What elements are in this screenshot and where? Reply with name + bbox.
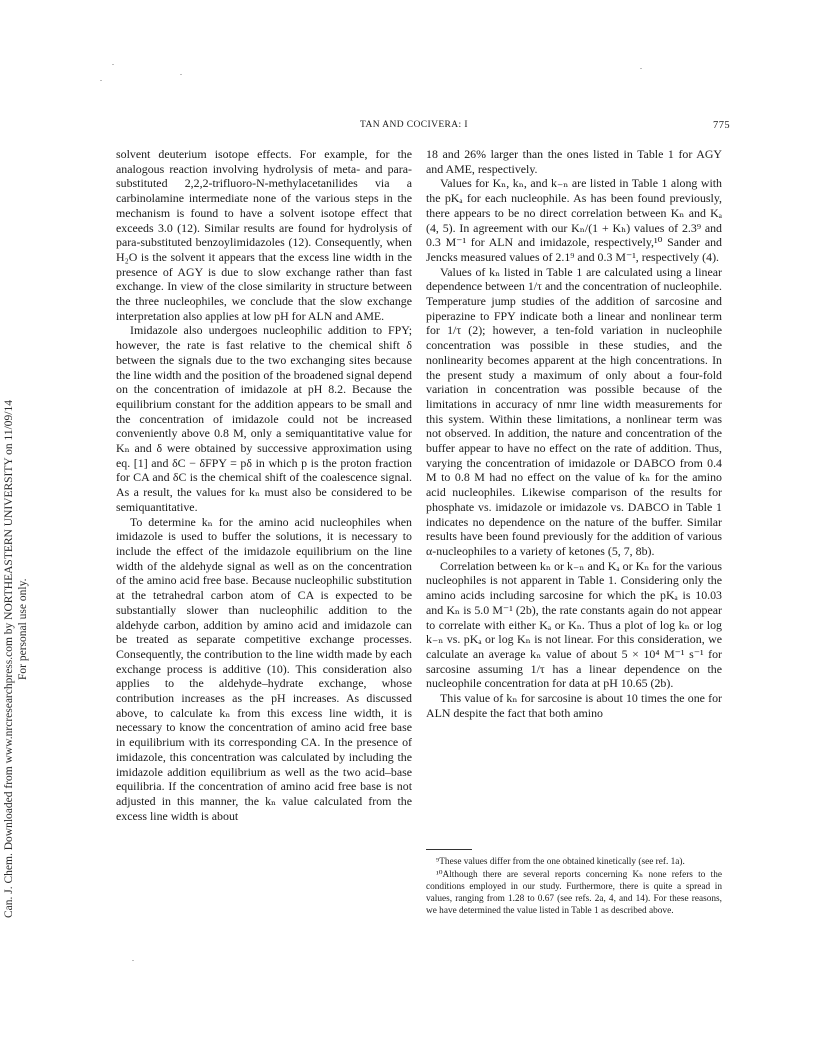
paragraph: Imidazole also undergoes nucleophilic addition to FPY; however, the rate is fast relative to the chemical shift δ between the signals due to the two exchanging sites because the line width and the position of the broadened signal depend on the concentration of imidazole at pH 8.2. Because the equilibrium constant for the addition appears to be small and the concentration of imidazole could not be increased conveniently above 0.8 M, only a semiquantitative value for Kₙ and δ were obtained by successive approximation using eq. [1] and δC − δFPY = pδ in which p is the proton fraction for CA and δC is the chemical shift of the coalescence signal. As a result, the values for kₙ must also be considered to be semiquantitative. [116, 323, 412, 514]
paragraph: 18 and 26% larger than the ones listed in Table 1 for AGY and AME, respectively. [426, 147, 722, 176]
watermark-line-2: For personal use only. [17, 578, 29, 680]
footnote-rule [426, 849, 472, 850]
footnotes [426, 856, 722, 918]
left-column [116, 147, 412, 823]
paragraph: This value of kₙ for sarcosine is about 10 times the one for ALN despite the fact that both amino [426, 691, 722, 720]
paragraph: solvent deuterium isotope effects. For example, for the analogous reaction involving hydrolysis of meta- and para-substituted 2,2,2-trifluoro-N-methylacetanilides via a carbinolamine intermediate none of the various steps in the mechanism is found to have a solvent isotope effect that exceeds 3.0 (12). Similar results are found for hydrolysis of para-substituted benzoylimidazoles (12). Consequently, when H₂O is the solvent it appears that the excess line width in the presence of AGY is due to slow exchange rather than fast exchange. In view of the close similarity in structure between the three nucleophiles, we conclude that the slow exchange interpretation also applies at low pH for ALN and AME. [116, 147, 412, 323]
scan-speck [132, 960, 134, 961]
page-header [350, 120, 730, 134]
watermark-line-1: Can. J. Chem. Downloaded from www.nrcresearchpress.com by NORTHEASTERN UNIVERSITY on 11/09/14 [3, 400, 15, 918]
page-number: 775 [713, 120, 730, 131]
footnote: ¹⁰Although there are several reports concerning Kₕ none refers to the conditions employed in our study. Furthermore, there is quite a spread in values, ranging from 1.28 to 0.67 (see refs. 2a, 4, and 14). For these reasons, we have determined the value listed in Table 1 as described above. [426, 870, 722, 916]
paragraph: Values of kₙ listed in Table 1 are calculated using a linear dependence between 1/τ and the concentration of nucleophile. Temperature jump studies of the addition of sarcosine and piperazine to FPY indicate both a linear and nonlinear term for 1/τ (2); however, a ten-fold variation in nucleophile concentration was possible in these studies, and the nonlinearity becomes apparent at the high concentrations. In the present study a maximum of only about a four-fold variation in concentration was possible because of the limitations in accuracy of nmr line width measurements for this system. Within these limitations, a nonlinear term was not observed. In addition, the nature and concentration of the buffer appear to have no effect on the rate of addition. Thus, varying the concentration of imidazole or DABCO from 0.4 M to 0.8 M had no effect on the value of kₙ for the amino acid nucleophiles. Likewise comparison of the results for phosphate vs. imidazole or imidazole vs. DABCO in Table 1 indicates no dependence on the nature of the buffer. Similar results have been found previously for the addition of various α-nucleophiles to a variety of ketones (5, 7, 8b). [426, 264, 722, 558]
running-title: TAN AND COCIVERA: I [360, 120, 468, 130]
footnote: ⁹These values differ from the one obtained kinetically (see ref. 1a). [436, 857, 685, 867]
scan-speck [100, 80, 102, 81]
scan-speck [640, 68, 642, 69]
scan-speck [112, 64, 114, 65]
scan-speck [180, 74, 182, 75]
paragraph: To determine kₙ for the amino acid nucleophiles when imidazole is used to buffer the solutions, it is necessary to include the effect of the imidazole equilibrium on the line width of the aldehyde signal as well as on the concentration of the amino acid free base. Because nucleophilic substitution at the tetrahedral carbon atom of CA is expected to be substantially slower than nucleophilic addition to the aldehyde carbon, addition by amino acid and imidazole can be treated as separate competitive exchange processes. Consequently, the contribution to the line width made by each exchange process is additive (10). This consideration also applies to the aldehyde–hydrate exchange, whose contribution increases as the pH increases. As discussed above, to calculate kₙ from this excess line width, it is necessary to know the concentration of amino acid free base in equilibrium with its corresponding CA. In the presence of imidazole, this concentration was calculated by including the imidazole addition equilibrium as well as the two acid–base equilibria. If the concentration of amino acid free base is not adjusted in this manner, the kₙ value calculated from the excess line width is about [116, 514, 412, 823]
right-column [426, 147, 722, 720]
paragraph: Values for Kₙ, kₙ, and k₋ₙ are listed in Table 1 along with the pKₐ for each nucleophile. As has been found previously, there appears to be no direct correlation between Kₙ and Kₐ (4, 5). In agreement with our Kₙ/(1 + Kₕ) values of 2.3⁹ and 0.3 M⁻¹ for ALN and imidazole, respectively,¹⁰ Sander and Jencks measured values of 2.1⁹ and 0.3 M⁻¹, respectively (4). [426, 176, 722, 264]
paragraph: Correlation between kₙ or k₋ₙ and Kₐ or Kₙ for the various nucleophiles is not apparent in Table 1. Considering only the amino acids including sarcosine for which the pKₐ is 10.03 and Kₙ is 5.0 M⁻¹ (2b), the rate constants again do not appear to correlate with either Kₐ or Kₙ. Thus a plot of log kₙ or log k₋ₙ vs. pKₐ or log Kₙ is not linear. For this consideration, we calculate an average kₙ value of about 5 × 10⁴ M⁻¹ s⁻¹ for sarcosine assuming 1/τ has a linear dependence on the nucleophile concentration for data at pH 10.65 (2b). [426, 558, 722, 691]
